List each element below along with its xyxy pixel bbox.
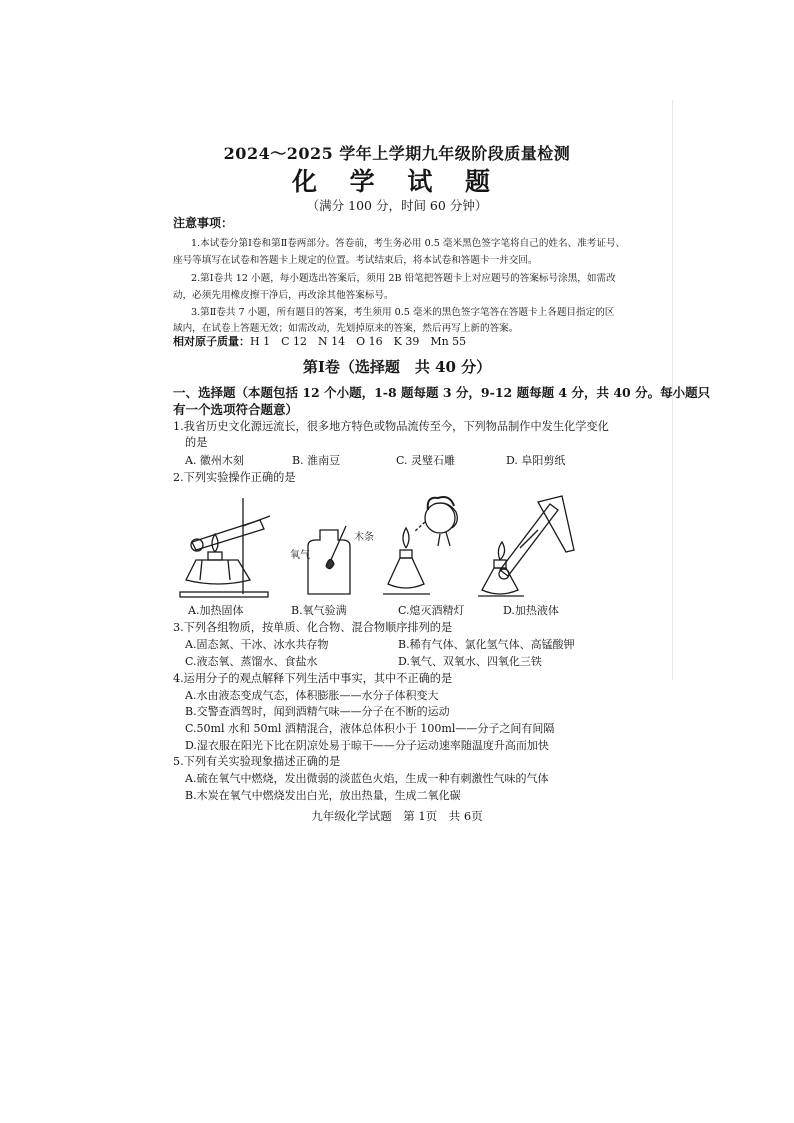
q3-stem: 3.下列各组物质，按单质、化合物、混合物顺序排列的是 xyxy=(173,621,453,634)
note-line: 座号等填写在试卷和答题卡上规定的位置。考试结束后，将本试卷和答题卡一并交回。 xyxy=(173,255,538,266)
q5-option-a: A.硫在氧气中燃烧，发出微弱的淡蓝色火焰，生成一种有刺激性气味的气体 xyxy=(185,772,549,785)
notes-heading: 注意事项： xyxy=(173,216,234,230)
q1-stem: 的是 xyxy=(185,436,208,449)
figure-oxygen-test xyxy=(308,526,350,594)
q4-option-b: B.交警查酒驾时，闻到酒精气味——分子在不断的运动 xyxy=(185,705,450,718)
q4-option-c: C.50ml 水和 50ml 酒精混合，液体总体积小于 100ml——分子之间有间隔 xyxy=(185,722,555,735)
q1-stem: 1.我省历史文化源远流长，很多地方特色或物品流传至今，下列物品制作中发生化学变化 xyxy=(173,420,609,433)
q1-option-c: C. 灵璧石雕 xyxy=(396,454,456,467)
score-time: （满分 100 分，时间 60 分钟） xyxy=(306,198,488,213)
figure-heating-liquid xyxy=(478,496,574,596)
figure-extinguish-lamp xyxy=(383,497,457,594)
part-heading: 有一个选项符合题意） xyxy=(173,402,299,417)
exam-title: 2024～2025 学年上学期九年级阶段质量检测 xyxy=(223,144,571,163)
q2-caption-c: C.熄灭酒精灯 xyxy=(398,604,465,617)
atomic-masses-label: 相对原子质量： xyxy=(173,335,250,348)
atomic-masses-values: H 1 C 12 N 14 O 16 K 39 Mn 55 xyxy=(250,335,467,348)
q2-caption-a: A.加热固体 xyxy=(188,604,244,617)
subject-title: 化 学 试 题 xyxy=(291,167,503,196)
q4-option-a: A.水由液态变成气态，体积膨胀——水分子体积变大 xyxy=(185,689,439,702)
note-line: 1.本试卷分第Ⅰ卷和第Ⅱ卷两部分。答卷前，考生务必用 0.5 毫米黑色签字笔将自己的姓名、准考证号、 xyxy=(191,238,626,249)
section-title: 第Ⅰ卷（选择题 共 40 分） xyxy=(302,358,492,376)
atomic-masses xyxy=(173,333,466,349)
q3-option-a: A.固态氮、干冰、冰水共存物 xyxy=(185,638,329,651)
note-line: 动，必须先用橡皮擦干净后，再改涂其他答案标号。 xyxy=(173,290,394,301)
q1-option-d: D. 阜阳剪纸 xyxy=(506,454,566,467)
q4-option-d: D.湿衣服在阳光下比在阴凉处易于晾干——分子运动速率随温度升高而加快 xyxy=(185,739,549,752)
figure-label-oxygen: 氧气 xyxy=(290,550,310,561)
q2-stem: 2.下列实验操作正确的是 xyxy=(173,471,296,484)
q3-option-c: C.液态氧、蒸馏水、食盐水 xyxy=(185,655,318,668)
figure-heating-solid xyxy=(180,498,270,597)
q1-option-a: A. 徽州木刻 xyxy=(185,454,244,467)
q4-stem: 4.运用分子的观点解释下列生活中事实，其中不正确的是 xyxy=(173,672,453,685)
note-line: 2.第Ⅰ卷共 12 小题，每小题选出答案后，须用 2B 铅笔把答题卡上对应题号的答案标号涂黑，如需改 xyxy=(191,273,616,284)
q1-option-b: B. 淮南豆 xyxy=(292,454,341,467)
page-footer: 九年级化学试题 第 1页 共 6页 xyxy=(311,809,483,823)
part-heading: 一、选择题（本题包括 12 个小题，1-8 题每题 3 分，9-12 题每题 4 分，共 40 分。每小题只 xyxy=(173,385,711,400)
lab-figures xyxy=(178,490,598,602)
q3-option-b: B.稀有气体、氯化氢气体、高锰酸钾 xyxy=(398,638,575,651)
q2-caption-d: D.加热液体 xyxy=(503,604,559,617)
q5-stem: 5.下列有关实验现象描述正确的是 xyxy=(173,755,341,768)
q2-caption-b: B.氧气验满 xyxy=(291,604,347,617)
note-line: 域内，在试卷上答题无效；如需改动，先划掉原来的答案，然后再写上新的答案。 xyxy=(173,323,519,334)
figure-label-stick: 木条 xyxy=(354,532,374,543)
q3-option-d: D.氧气、双氧水、四氧化三铁 xyxy=(398,655,542,668)
q5-option-b: B.木炭在氧气中燃烧发出白光，放出热量，生成二氧化碳 xyxy=(185,789,461,802)
note-line: 3.第Ⅱ卷共 7 小题，所有题目的答案，考生须用 0.5 毫米的黑色签字笔答在答题卡上各题目指定的区 xyxy=(191,307,615,318)
